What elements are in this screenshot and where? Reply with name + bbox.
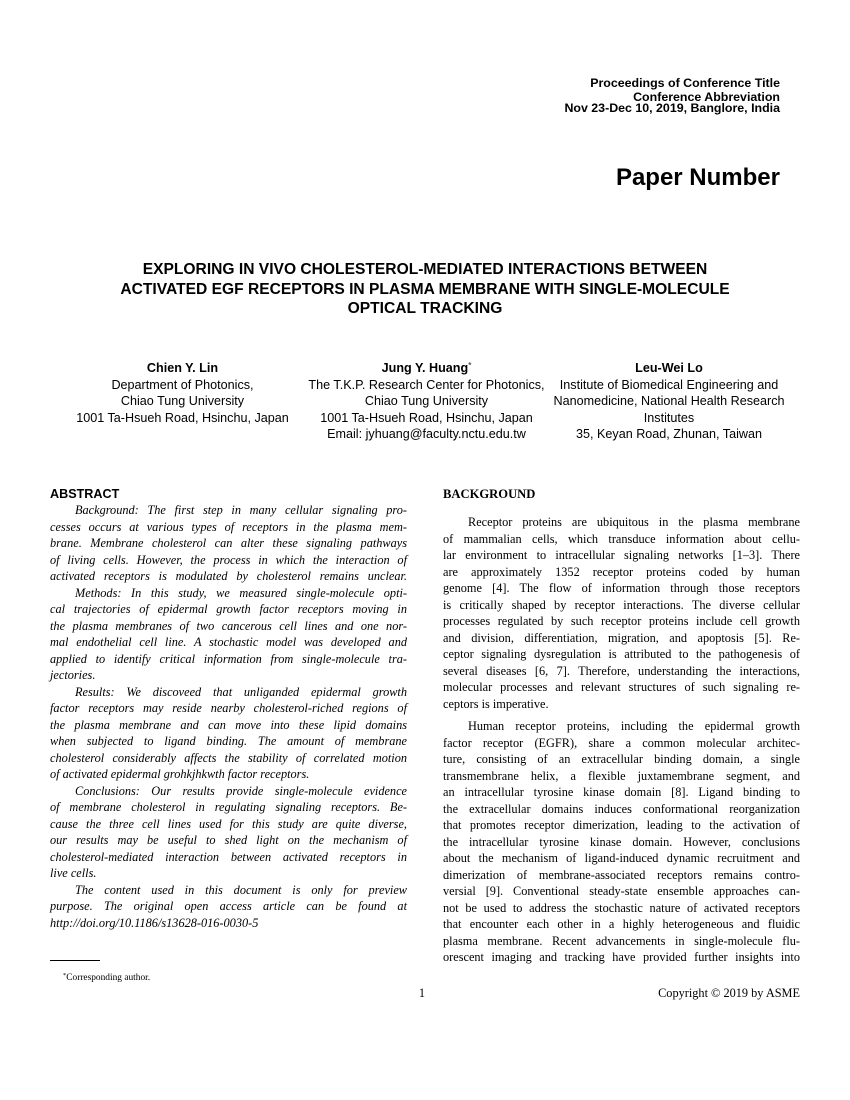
paper-title <box>60 260 790 319</box>
abstract-line: Conclusions: Our results provide single-molecule evidence <box>75 783 407 798</box>
body-line: an intracellular tyrosine kinase domain [8]. Ligand binding to <box>443 785 800 799</box>
abstract-line: The content used in this document is only for preview <box>75 882 407 897</box>
body-line: that promotes receptor dimerization, leading to the activation of <box>443 818 800 832</box>
abstract-line: cholesterol considerably affects the stability of correlated motion <box>50 750 407 765</box>
abstract-heading: ABSTRACT <box>50 487 120 501</box>
background-heading: BACKGROUND <box>443 487 536 501</box>
copyright-notice: Copyright © 2019 by ASME <box>658 986 800 1000</box>
abstract-line: applied to identify critical information from single-molecule tra- <box>50 651 407 666</box>
conference-abbreviation: Conference Abbreviation <box>633 90 780 105</box>
author-affiliation: Institute of Biomedical Engineering and <box>559 377 779 392</box>
abstract-line: the plasma membranes of two cancerous cell lines and one nor- <box>50 618 407 633</box>
body-line: molecular processes and relevant structures of such signaling re- <box>443 680 800 694</box>
body-line: dimerization of membrane-associated receptors remains contro- <box>443 867 800 882</box>
body-line: plasma membrane. Recent advancements in single-molecule flu- <box>443 933 800 948</box>
paper-number: Paper Number <box>615 164 780 191</box>
body-line: factor receptor (EGFR), share a common molecular architec- <box>443 735 800 750</box>
body-line: orescent imaging and tracking have provided further insights into <box>443 950 800 964</box>
body-line: the extracellular domains induces conformational reorganization <box>443 801 800 816</box>
abstract-line: factor receptors may reside nearby cholesterol-riched regions of <box>50 701 407 715</box>
abstract-line: Results: We discoveed that unliganded epidermal growth <box>75 684 407 699</box>
body-line: genome [4]. The flow of information through those receptors <box>443 581 800 595</box>
author-affiliation: Chiao Tung University <box>364 394 489 408</box>
author-affiliation: The T.K.P. Research Center for Photonics, <box>308 377 545 392</box>
body-line: several diseases [6, 7]. Therefore, understanding the interactions, <box>443 663 800 678</box>
abstract-section <box>50 486 407 931</box>
abstract-line: jectories. <box>50 668 96 682</box>
abstract-line: cal trajectories of epidermal growth factor receptors moving in <box>50 602 407 616</box>
body-line: lar environment to intracellular signaling networks [1–3]. There <box>443 548 800 562</box>
background-section <box>443 486 800 966</box>
background-paragraph-2 <box>443 718 800 966</box>
body-line: Human receptor proteins, including the epidermal growth <box>468 719 800 733</box>
author-name: Leu-Wei Lo <box>635 361 703 375</box>
body-line: that encounter each other in a highly heterogeneous and fluidic <box>443 917 800 931</box>
body-line: ceptor signaling dysregulation is attributed to the pathogenesis of <box>443 647 800 661</box>
footnote-divider <box>50 960 100 961</box>
abstract-line: cause the three cell lines used for this study are quite diverse, <box>50 816 407 831</box>
author-affiliation: Institutes <box>643 410 695 425</box>
title-line: OPTICAL TRACKING <box>347 300 503 317</box>
abstract-line: of membrane cholesterol in regulating signaling receptors. Be- <box>50 800 407 814</box>
body-line: are approximately 1352 receptor proteins coded by human <box>443 564 800 579</box>
body-line: not be used to address the stochastic nature of activated receptors <box>443 900 800 915</box>
proceedings-title: Proceedings of Conference Title <box>590 76 780 90</box>
title-line: EXPLORING IN VIVO CHOLESTEROL-MEDIATED INTERACTIONS BETWEEN <box>142 261 708 278</box>
abstract-line: cesses occurs at various types of receptors in the plasma mem- <box>50 519 407 534</box>
body-line: versial [9]. Conventional steady-state ensemble approaches can- <box>443 884 800 898</box>
author-address: 1001 Ta-Hsueh Road, Hsinchu, Japan <box>320 410 533 425</box>
author-name: Chien Y. Lin <box>146 361 219 375</box>
author-affiliation: Chiao Tung University <box>120 394 245 408</box>
footnote-mark: * <box>63 972 67 979</box>
page-number: 1 <box>418 986 426 1000</box>
abstract-line: the plasma membrane and can move into these lipid domains <box>50 717 407 732</box>
body-line: ture, consisting of an extracellular binding domain, a single <box>443 752 800 766</box>
abstract-line: when subjected to ligand binding. The amount of membrane <box>50 734 407 748</box>
body-line: Receptor proteins are ubiquitous in the plasma membrane <box>468 515 800 529</box>
abstract-line: activated receptors is modulated by cholesterol remains unclear. <box>50 569 407 583</box>
abstract-line: of activated epidermal grohkjhkwth factor receptors. <box>50 767 310 781</box>
footnote <box>63 972 150 984</box>
abstract-line: cholesterol-mediated interaction between activated receptors in <box>50 849 407 864</box>
abstract-line: live cells. <box>50 866 97 880</box>
title-line: ACTIVATED EGF RECEPTORS IN PLASMA MEMBRANE WITH SINGLE-MOLECULE <box>120 280 730 298</box>
abstract-line: mal endothelial cell line. A stochastic model was developed and <box>50 635 407 649</box>
abstract-line: of living cells. However, the process in which the interaction of <box>50 552 407 567</box>
doi-link[interactable]: http://doi.org/10.1186/s13628-016-0030-5 <box>50 915 259 930</box>
body-line: processes regulated by such receptor proteins include cell growth <box>443 614 800 628</box>
corresponding-author-mark: * <box>468 361 472 370</box>
abstract-line: brane. Membrane cholesterol can alter these signaling pathways <box>50 536 407 550</box>
abstract-line: purpose. The original open access article can be found at <box>50 899 407 913</box>
body-line: the intracellular tyrosine kinase domain. However, conclusions <box>443 834 800 849</box>
author-block-3 <box>535 360 803 443</box>
author-address: 1001 Ta-Hsueh Road, Hsinchu, Japan <box>76 410 289 425</box>
author-name: Jung Y. Huang <box>381 361 469 375</box>
proceedings-header <box>564 77 780 115</box>
body-line: and division, differentiation, migration, and apoptosis [5]. Re- <box>443 630 800 645</box>
body-line: ceptors is imperative. <box>443 696 549 711</box>
author-affiliation: Nanomedicine, National Health Research <box>553 394 785 408</box>
abstract-line: our results may be useful to shed light on the mechanism of <box>50 833 407 847</box>
author-email[interactable]: Email: jyhuang@faculty.nctu.edu.tw <box>327 427 526 441</box>
body-line: is critically shaped by receptor interactions. The diverse cellular <box>443 597 800 612</box>
conference-dates-location: Nov 23-Dec 10, 2019, Banglore, India <box>564 101 780 116</box>
body-line: of mammalian cells, which transduce information about cellu- <box>443 531 800 546</box>
author-address: 35, Keyan Road, Zhunan, Taiwan <box>575 427 762 441</box>
body-line: transmembrane helix, a flexible juxtamembrane segment, and <box>443 768 800 783</box>
background-paragraph-1 <box>443 514 800 712</box>
author-block-2 <box>295 360 558 443</box>
abstract-line: Background: The first step in many cellular signaling pro- <box>75 503 407 517</box>
abstract-line: Methods: In this study, we measured single-molecule opti- <box>75 585 407 600</box>
body-line: about the mechanism of ligand-induced dynamic recruitment and <box>443 851 800 865</box>
author-name-row <box>295 360 558 377</box>
footnote-text: Corresponding author. <box>66 973 151 983</box>
author-block-1 <box>50 360 315 426</box>
abstract-body <box>50 502 407 931</box>
author-affiliation: Department of Photonics, <box>111 377 254 392</box>
